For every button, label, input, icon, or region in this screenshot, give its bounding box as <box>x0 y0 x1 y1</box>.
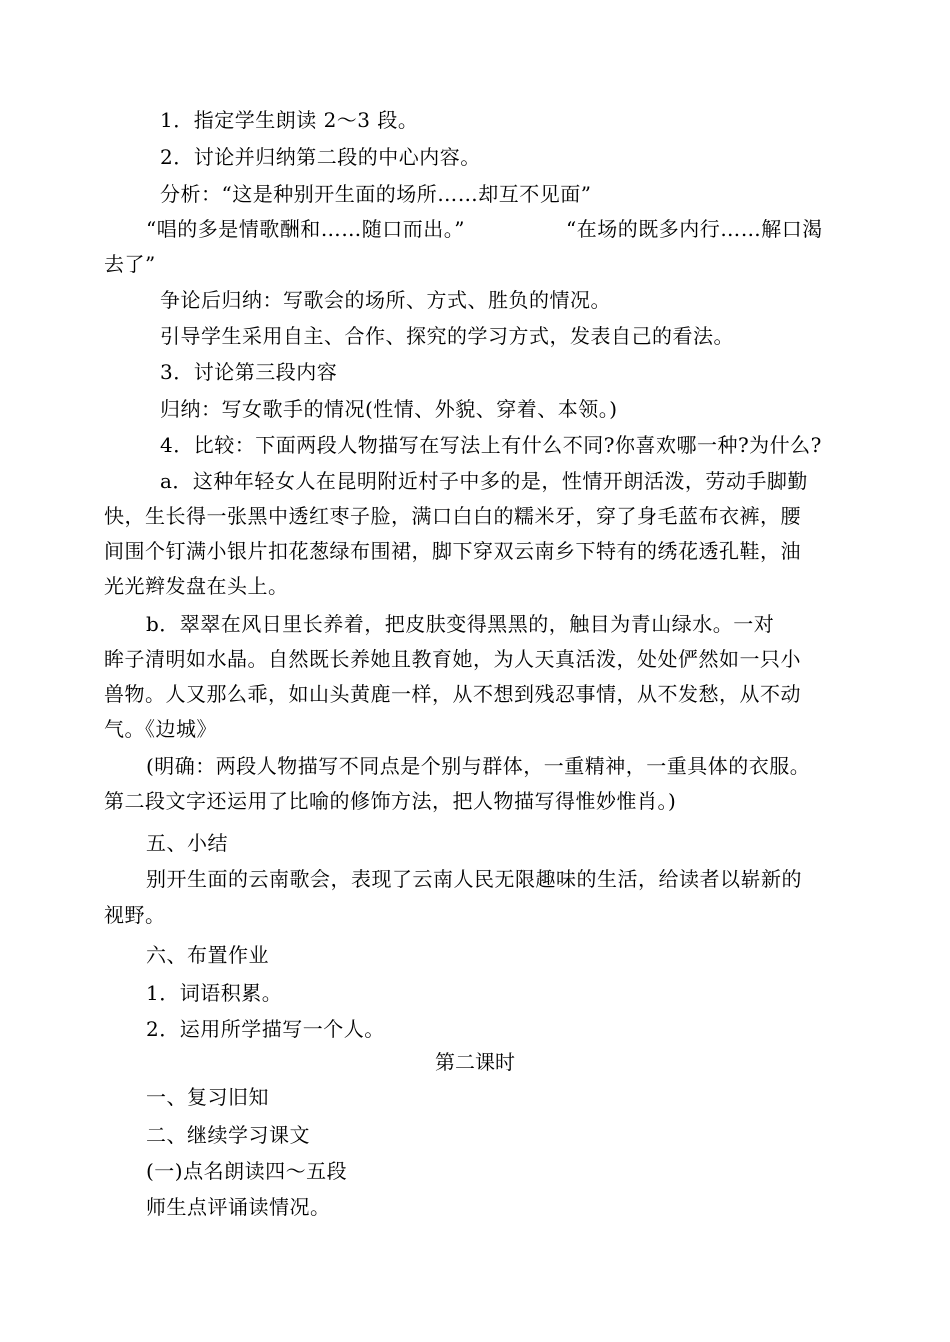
text-line: 4．比较：下面两段人物描写在写法上有什么不同?你喜欢哪一种?为什么? <box>160 433 822 457</box>
text-line: 快，生长得一张黑中透红枣子脸，满口白白的糯米牙，穿了身毛蓝布衣裤，腰 <box>104 504 801 528</box>
text-line: (一)点名朗读四～五段 <box>146 1159 348 1183</box>
text-line: b．翠翠在风日里长养着，把皮肤变得黑黑的，触目为青山绿水。一对 <box>146 612 775 636</box>
text-line: “在场的既多内行……解口渴 <box>566 217 823 241</box>
text-line: 2．讨论并归纳第二段的中心内容。 <box>160 145 481 169</box>
text-line: 第二段文字还运用了比喻的修饰方法，把人物描写得惟妙惟肖。) <box>104 789 677 813</box>
text-line: 2．运用所学描写一个人。 <box>146 1017 385 1041</box>
text-line: a．这种年轻女人在昆明附近村子中多的是，性情开朗活泼，劳动手脚勤 <box>160 469 808 493</box>
section-heading: 一、复习旧知 <box>146 1085 269 1109</box>
text-line: 去了” <box>104 252 156 276</box>
section-heading: 二、继续学习课文 <box>146 1123 310 1147</box>
lesson-heading: 第二课时 <box>435 1050 515 1074</box>
text-line: 光光辫发盘在头上。 <box>104 574 289 598</box>
text-line: “唱的多是情歌酬和……随口而出。” <box>146 217 465 241</box>
text-line: 争论后归纳：写歌会的场所、方式、胜负的情况。 <box>160 288 611 312</box>
text-line: 眸子清明如水晶。自然既长养她且教育她，为人天真活泼，处处俨然如一只小 <box>104 647 801 671</box>
text-line: 1．词语积累。 <box>146 981 283 1005</box>
text-line: 分析：“这是种别开生面的场所……却互不见面” <box>160 182 592 206</box>
text-line: 3．讨论第三段内容 <box>160 360 338 384</box>
text-line: 师生点评诵读情况。 <box>146 1195 331 1219</box>
text-line: 气。《边城》 <box>104 717 217 741</box>
text-line: (明确：两段人物描写不同点是个别与群体，一重精神，一重具体的衣服。 <box>146 754 811 778</box>
text-line: 1．指定学生朗读 2～3 段。 <box>160 108 419 132</box>
section-heading: 六、布置作业 <box>146 943 269 967</box>
text-line: 别开生面的云南歌会，表现了云南人民无限趣味的生活，给读者以崭新的 <box>146 867 802 891</box>
text-line: 归纳：写女歌手的情况(性情、外貌、穿着、本领。) <box>160 397 618 421</box>
text-line: 引导学生采用自主、合作、探究的学习方式，发表自己的看法。 <box>160 324 734 348</box>
text-line: 间围个钉满小银片扣花葱绿布围裙，脚下穿双云南乡下特有的绣花透孔鞋，油 <box>104 539 801 563</box>
section-heading: 五、小结 <box>146 831 228 855</box>
text-line: 兽物。人又那么乖，如山头黄鹿一样，从不想到残忍事情，从不发愁，从不动 <box>104 682 801 706</box>
text-line: 视野。 <box>104 903 166 927</box>
